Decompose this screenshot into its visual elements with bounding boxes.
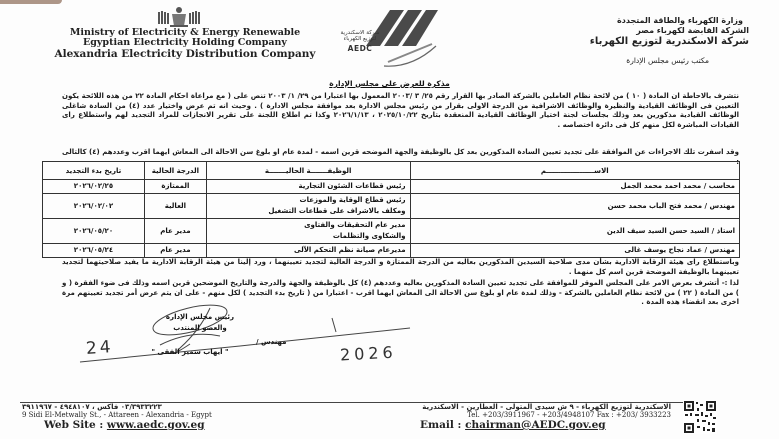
qr-code-icon (683, 400, 717, 434)
website-label: Web Site : (44, 419, 104, 431)
handwritten-day: 24 (85, 337, 115, 359)
company-name-ar: شركة الاسكندرية لتوزيع الكهرباء (589, 36, 749, 47)
footer-email (420, 419, 606, 431)
email-link[interactable]: chairman@AEDC.gov.eg (465, 419, 606, 431)
table-row (43, 180, 740, 194)
english-letterhead (40, 28, 330, 60)
cell-date: ٢٠٢٦/٠٢/٢٥ (43, 180, 145, 194)
signatory-title (110, 312, 290, 334)
footer-contact-en (22, 411, 671, 419)
holding-company-en: Egyptian Electricity Holding Company (83, 37, 287, 48)
paper-edge (0, 0, 62, 4)
cell-name: مهندس / عماد نجاح يوسف غالى (410, 244, 739, 258)
job-line: رئيس قطاع الوقاية والموزعات (299, 196, 406, 204)
memo-title-text: مذكرة للعرض على مجلس الإدارة (329, 79, 450, 88)
table-header-row (43, 162, 740, 180)
cell-job (206, 219, 410, 244)
memo-paragraph-1: نتشرف بالاحاطة ان المادة ( ١٠ ) من لائحة نظام العاملين بالشركة الصادر بها القرار رقم ٢٥/ ٣ /٢٠٠٣ المعمول بها اعتبارا من ٢٩/ ١/ ٢٠٠٣ تنص على ( مع مراعاة احكام المادة ٢٢ من هذه اللائحة يكون التعيين فى الوظائف القيادية والنظيرة والوظائف الاشرافية من الدرجة الاولى بقرار من رئيس مجلس الادارة بعد موافقة مجلس الادارة ) . وحيث انه تم عرض واختيار عدد (٤) من السادة شاغلى الوظائف القيادية مذكورين بعد وذلك بجلسات لجنة اختيار الوظائف القيادية المنعقدة بتاريخ ٢٠٢٥/١٠/٢٢ ، ٢٠٢٦/١/١٣ وكذا تم اطلاع اللجنة على تقرير الانجازات للمراد التجديد لهم واستطلاع راى القيادات المباشرة لكل منهم كل فى دائرة اختصاصه . (62, 92, 739, 129)
cell-date: ٢٠٢٦/٠٢/٠٢ (43, 194, 145, 219)
header-job: الوظيفـــــــة الحاليـــــــة (206, 162, 410, 180)
footer-phones-ar: ٠٣/٣٩٣٣٢٢٣ فاكس ، ٤٩٤٨١٠٧ - ٣٩١١٩٦٧ (22, 403, 162, 411)
signatory-title-line1: رئيس مجلس الإدارة (165, 313, 235, 321)
footer-website (44, 419, 205, 431)
job-line: مدير عام التحقيقات والفتاوى (304, 221, 406, 229)
signatory-prefix: مهندس / (256, 338, 287, 346)
cell-job (206, 244, 410, 258)
email-label: Email : (420, 419, 462, 431)
job-line: والشكاوى والتظلمات (332, 232, 406, 240)
ministry-name-ar: وزارة الكهرباء والطاقة المتجددة (617, 16, 743, 25)
ministry-name-en: Ministry of Electricity & Energy Renewable (69, 27, 301, 38)
table-row (43, 244, 740, 258)
cell-name: محاسب / محمد احمد محمد الجمل (410, 180, 739, 194)
signatory-title-line2: والعضو المنتدب (173, 324, 227, 332)
cell-date: ٢٠٢٦/٠٥/٢٤ (43, 244, 145, 258)
cell-date: ٢٠٢٦/٠٥/٢٠ (43, 219, 145, 244)
memo-paragraph-2: وقد اسفرت تلك الاجراءات عن الموافقة على تجديد تعيين السادة المذكورين بعد كل بالوظيفة والجهة الموضحه قرين اسمه - لمدة عام او بلوغ سن الاحالة الى المعاش ايهما اقرب وعددهم (٤) كالتالى : (62, 148, 739, 166)
memo-paragraph-4: لذا :- أتشرف بعرض الامر على المجلس الموقر للموافقة على تجديد تعيين السادة المذكورين بعاليه وعددهم (٤) كل بالوظيفة والجهة والدرجة والتاريخ الموضحين قرين اسمه وذلك فى ضوء الفقرة ( و ) من المادة ( ٢٢ ) من لائحة نظام العاملين بالشركة - وذلك لمدة عام او بلوغ سن الاحالة الى المعاش ايهما اقرب - اعتبارا من ( تاريخ بدء التجديد ) لكل منهم - على ان يتم عرض أمر تجديد تعيينهم مرة اخرى بعد انقضاء هذه المدة . (62, 279, 740, 307)
cell-grade: مدير عام (144, 244, 206, 258)
cell-name: مهندس / محمد فتح الباب محمد حسن (410, 194, 739, 219)
header-date: تاريخ بدء التجديد (43, 162, 145, 180)
signatory-name: " ايهاب سمير الفقى " (151, 348, 229, 356)
office-name-ar: مكتب رئيس مجلس الإدارة (626, 56, 709, 65)
table-row (43, 219, 740, 244)
job-line: مديرعام صيانة نظم التحكم الآلى (294, 246, 406, 254)
header-name: الاســــــــــــــــــــم (410, 162, 739, 180)
job-line: رئيس قطاعات الشئون التجارية (298, 182, 406, 190)
memo-title (0, 79, 779, 88)
company-name-en: Alexandria Electricity Distribution Company (54, 48, 316, 60)
holding-company-ar: الشركة القابضة لكهرباء مصر (636, 26, 749, 35)
cell-name: استاذ / السيد حسن السيد سيف الدين (410, 219, 739, 244)
egypt-eagle-emblem-icon (154, 6, 204, 28)
footer-address-en: 9 Sidi El-Metwally St., - Attareen - Alexandria - Egypt (22, 411, 212, 419)
renewal-table (42, 161, 740, 258)
cell-job (206, 194, 410, 219)
table-row (43, 194, 740, 219)
job-line: ومكلف بالاشراف على قطاعات التشغيل (268, 207, 406, 215)
cell-job (206, 180, 410, 194)
cell-grade: الممتازة (144, 180, 206, 194)
footer-address-ar: الاسكندرية لتوزيع الكهرباء - ٩ ش سيدى المتولى - العطارين - الاسكندرية (422, 403, 671, 411)
header-grade: الدرجة الحالية (144, 162, 206, 180)
logo-abbreviation: AEDC (347, 44, 373, 53)
arabic-letterhead (489, 16, 749, 66)
footer-phones-en: Tel. +203/3911967 - +203/4948107 Fax : +203/ 3933223 (467, 411, 671, 419)
logo-company-name: شركة الاسكندرية لتوزيع الكهرباء (340, 30, 380, 42)
cell-grade: العالية (144, 194, 206, 219)
cell-grade: مدير عام (144, 219, 206, 244)
handwritten-year: 2026 (339, 342, 398, 365)
memo-paragraph-3: وباستطلاع راى هيئة الرقابة الادارية بشأن مدى صلاحية السيدين المذكورين بعاليه من الدرجة الممتازة و الدرجة العالية لتجديد تعيينهما ، ورد إلينا من هيئة الرقابة الادارية ما يفيد صلاحيتهما لتجديد تعيينهما بالوظيفة الموضحة قرين اسم كل منهما . (62, 258, 739, 276)
website-link[interactable]: www.aedc.gov.eg (106, 419, 205, 431)
